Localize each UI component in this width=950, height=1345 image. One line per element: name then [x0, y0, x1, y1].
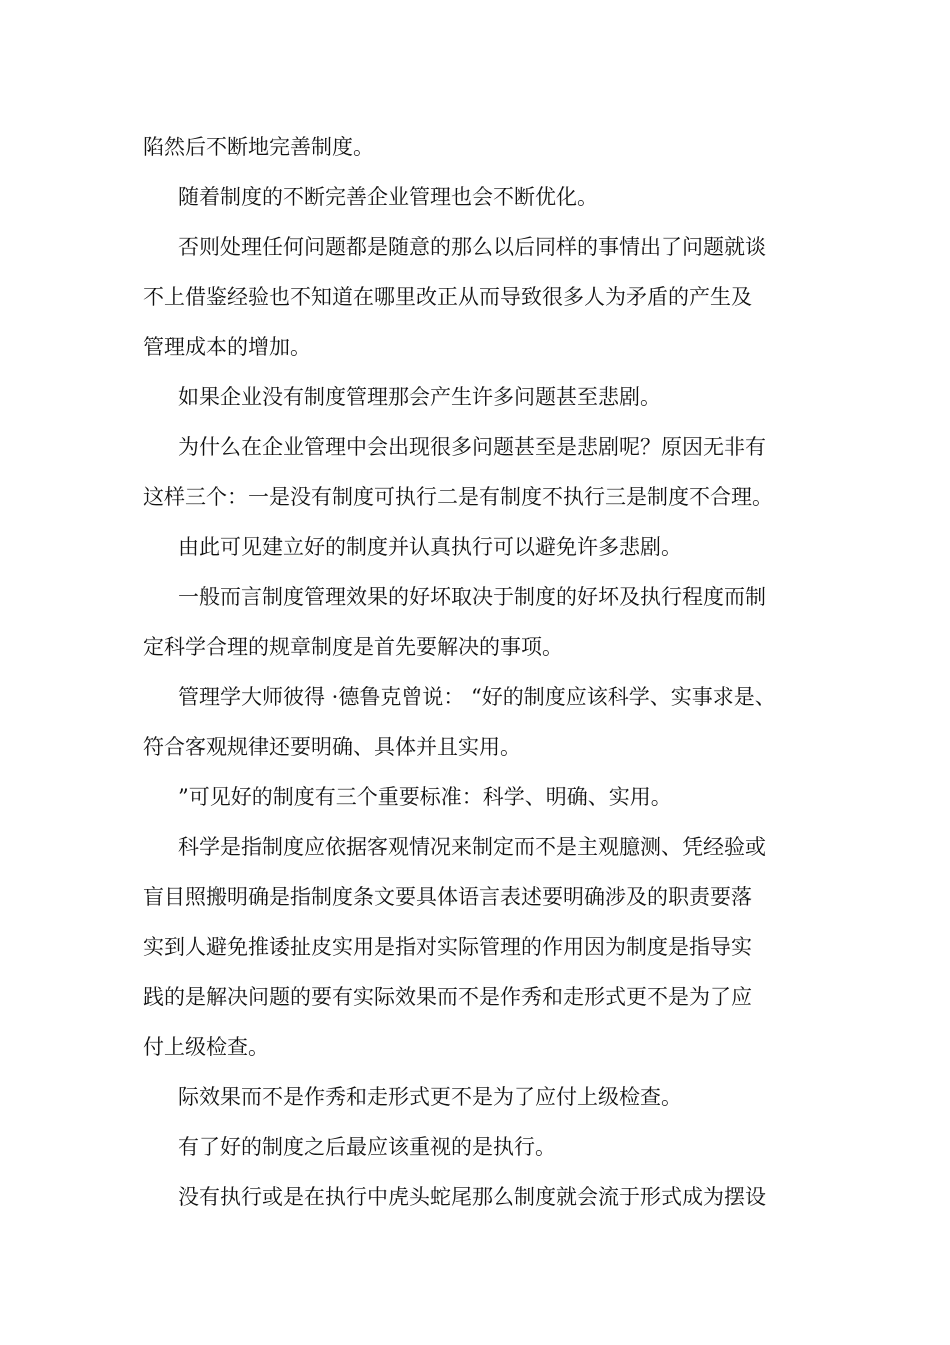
text-line: 符合客观规律还要明确、具体并且实用。 [143, 735, 521, 759]
text-line: 这样三个：一是没有制度可执行二是有制度不执行三是制度不合理。 [143, 485, 773, 509]
text-line: 科学是指制度应依据客观情况来制定而不是主观臆测、凭经验或 [178, 835, 766, 859]
text-line: 盲目照搬明确是指制度条文要具体语言表述要明确涉及的职责要落 [143, 885, 752, 909]
text-line: 陷然后不断地完善制度。 [143, 135, 374, 159]
text-line: 否则处理任何问题都是随意的那么以后同样的事情出了问题就谈 [178, 235, 766, 259]
text-line: 随着制度的不断完善企业管理也会不断优化。 [178, 185, 598, 209]
text-line: 如果企业没有制度管理那会产生许多问题甚至悲剧。 [178, 385, 661, 409]
text-line: 实到人避免推诿扯皮实用是指对实际管理的作用因为制度是指导实 [143, 935, 752, 959]
text-line: 际效果而不是作秀和走形式更不是为了应付上级检查。 [178, 1085, 682, 1109]
text-line: 有了好的制度之后最应该重视的是执行。 [178, 1135, 556, 1159]
text-line: 不上借鉴经验也不知道在哪里改正从而导致很多人为矛盾的产生及 [143, 285, 752, 309]
text-line: 为什么在企业管理中会出现很多问题甚至是悲剧呢？原因无非有 [178, 435, 766, 459]
text-line: 管理成本的增加。 [143, 335, 311, 359]
document-body [143, 122, 783, 1222]
text-line: 没有执行或是在执行中虎头蛇尾那么制度就会流于形式成为摆设 [178, 1185, 766, 1209]
text-line: ”可见好的制度有三个重要标准：科学、明确、实用。 [178, 785, 672, 809]
text-line: 由此可见建立好的制度并认真执行可以避免许多悲剧。 [178, 535, 682, 559]
text-line: 付上级检查。 [143, 1035, 269, 1059]
text-line: 践的是解决问题的要有实际效果而不是作秀和走形式更不是为了应 [143, 985, 752, 1009]
text-line: 一般而言制度管理效果的好坏取决于制度的好坏及执行程度而制 [178, 585, 766, 609]
text-line: 管理学大师彼得 ·德鲁克曾说： “好的制度应该科学、实事求是、 [178, 685, 776, 709]
text-line: 定科学合理的规章制度是首先要解决的事项。 [143, 635, 563, 659]
